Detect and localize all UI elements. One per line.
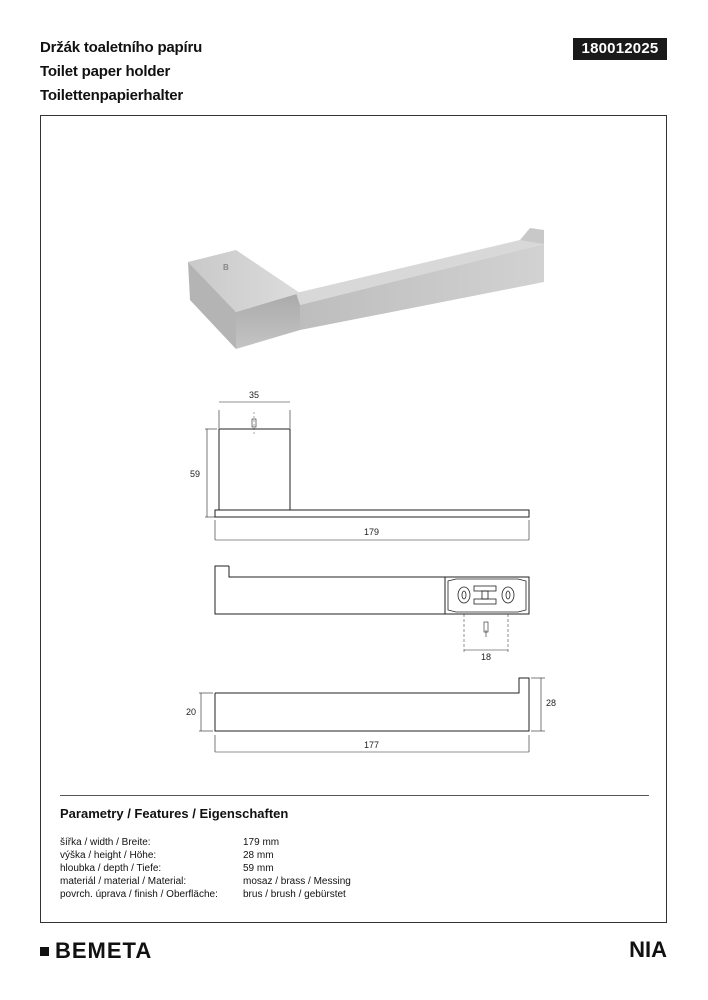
feature-label: výška / height / Höhe: xyxy=(60,850,157,861)
top-view-block xyxy=(219,429,290,510)
feature-row xyxy=(60,849,351,862)
feature-value: brus / brush / gebürstet xyxy=(243,889,346,900)
feature-row xyxy=(60,875,351,888)
title-czech: Držák toaletního papíru xyxy=(40,39,203,56)
back-view-outline xyxy=(215,566,529,614)
product-code-badge: 180012025 xyxy=(573,38,667,60)
mounting-plate xyxy=(445,577,529,614)
title-german: Toilettenpapierhalter xyxy=(40,87,184,104)
dim-height-side: 59 xyxy=(190,469,201,479)
feature-label: hloubka / depth / Tiefe: xyxy=(60,863,162,874)
features-heading: Parametry / Features / Eigenschaften xyxy=(60,806,289,821)
dim-length-bottom: 179 xyxy=(364,527,380,537)
features-table xyxy=(60,836,351,901)
title-english: Toilet paper holder xyxy=(40,63,171,80)
feature-value: 28 mm xyxy=(243,850,274,861)
brand-logo xyxy=(40,938,152,964)
dim-width-top: 35 xyxy=(249,390,260,400)
feature-label: šířka / width / Breite: xyxy=(60,837,151,848)
top-view-arm xyxy=(215,510,529,517)
back-view xyxy=(215,566,529,652)
dim-front-length: 177 xyxy=(364,740,380,750)
feature-value: 59 mm xyxy=(243,863,274,874)
feature-label: materiál / material / Material: xyxy=(60,876,187,887)
dim-front-height: 20 xyxy=(186,707,197,717)
feature-value: 179 mm xyxy=(243,837,280,848)
mounting-hole-right xyxy=(502,587,514,603)
series-name: NIA xyxy=(629,937,667,962)
product-render xyxy=(188,228,544,349)
feature-row xyxy=(60,862,351,875)
front-view-outline xyxy=(215,678,529,731)
feature-row xyxy=(60,888,351,901)
features-divider xyxy=(60,795,649,796)
top-view xyxy=(205,402,529,540)
feature-value: mosaz / brass / Messing xyxy=(243,876,351,887)
render-logo-mark: B xyxy=(223,263,229,272)
brand-square-icon xyxy=(40,947,49,956)
feature-row xyxy=(60,836,351,849)
brand-name: BEMETA xyxy=(55,938,153,963)
dim-hole-spacing: 18 xyxy=(481,652,492,662)
dim-front-right-height: 28 xyxy=(546,698,557,708)
mounting-hole-left xyxy=(458,587,470,603)
feature-label: povrch. úprava / finish / Oberfläche: xyxy=(60,889,218,900)
